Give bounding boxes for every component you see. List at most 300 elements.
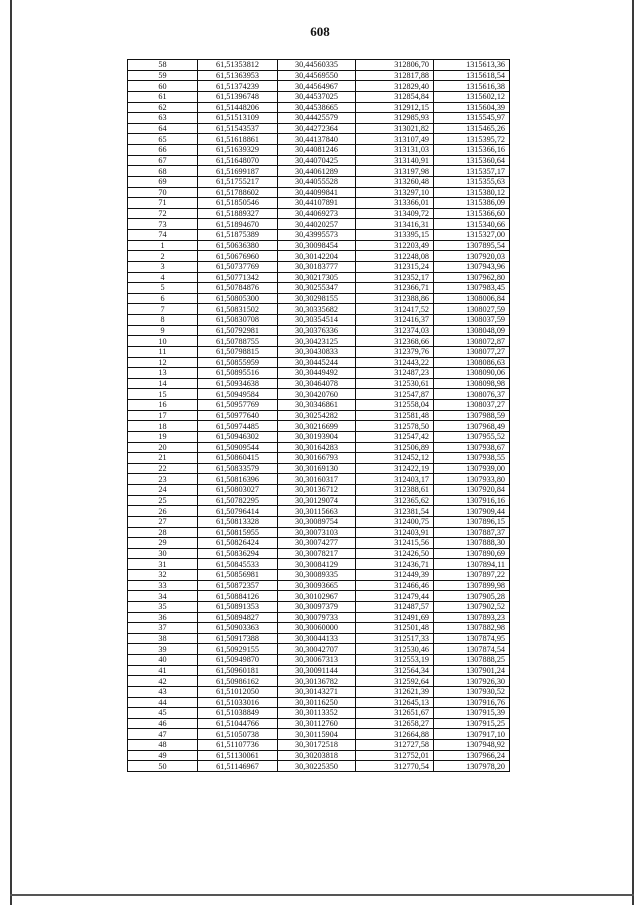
longitude-cell: 30,30420760 xyxy=(278,389,356,400)
point-number-cell: 4 xyxy=(128,272,198,283)
longitude-cell: 30,44070425 xyxy=(278,155,356,166)
longitude-cell: 30,30060000 xyxy=(278,623,356,634)
table-row xyxy=(128,463,510,474)
y-coordinate-cell: 1307896,15 xyxy=(434,516,510,527)
y-coordinate-cell: 1307966,24 xyxy=(434,750,510,761)
latitude-cell: 61,50798815 xyxy=(198,346,278,357)
point-number-cell: 15 xyxy=(128,389,198,400)
latitude-cell: 61,50903363 xyxy=(198,623,278,634)
longitude-cell: 30,30084129 xyxy=(278,559,356,570)
x-coordinate-cell: 312466,46 xyxy=(356,580,434,591)
table-row xyxy=(128,187,510,198)
y-coordinate-cell: 1307962,80 xyxy=(434,272,510,283)
latitude-cell: 61,51130061 xyxy=(198,750,278,761)
table-row xyxy=(128,219,510,230)
point-number-cell: 34 xyxy=(128,591,198,602)
longitude-cell: 30,30164283 xyxy=(278,442,356,453)
x-coordinate-cell: 313260,48 xyxy=(356,176,434,187)
latitude-cell: 61,50929155 xyxy=(198,644,278,655)
y-coordinate-cell: 1307888,30 xyxy=(434,538,510,549)
point-number-cell: 38 xyxy=(128,633,198,644)
y-coordinate-cell: 1315327,00 xyxy=(434,230,510,241)
point-number-cell: 43 xyxy=(128,686,198,697)
x-coordinate-cell: 312727,58 xyxy=(356,740,434,751)
latitude-cell: 61,51875389 xyxy=(198,230,278,241)
x-coordinate-cell: 312388,61 xyxy=(356,485,434,496)
point-number-cell: 10 xyxy=(128,336,198,347)
latitude-cell: 61,51788602 xyxy=(198,187,278,198)
latitude-cell: 61,50792981 xyxy=(198,325,278,336)
y-coordinate-cell: 1315465,26 xyxy=(434,123,510,134)
latitude-cell: 61,51033016 xyxy=(198,697,278,708)
point-number-cell: 44 xyxy=(128,697,198,708)
latitude-cell: 61,51889327 xyxy=(198,208,278,219)
y-coordinate-cell: 1307893,23 xyxy=(434,612,510,623)
longitude-cell: 30,30112760 xyxy=(278,718,356,729)
table-row xyxy=(128,516,510,527)
longitude-cell: 30,30449492 xyxy=(278,368,356,379)
latitude-cell: 61,50805300 xyxy=(198,293,278,304)
latitude-cell: 61,51146967 xyxy=(198,761,278,772)
table-row xyxy=(128,134,510,145)
x-coordinate-cell: 312491,69 xyxy=(356,612,434,623)
table-row xyxy=(128,453,510,464)
longitude-cell: 30,30183777 xyxy=(278,261,356,272)
table-row xyxy=(128,623,510,634)
y-coordinate-cell: 1308048,09 xyxy=(434,325,510,336)
x-coordinate-cell: 312817,88 xyxy=(356,70,434,81)
point-number-cell: 60 xyxy=(128,81,198,92)
x-coordinate-cell: 313140,91 xyxy=(356,155,434,166)
x-coordinate-cell: 312752,01 xyxy=(356,750,434,761)
point-number-cell: 9 xyxy=(128,325,198,336)
longitude-cell: 30,30193904 xyxy=(278,431,356,442)
table-row xyxy=(128,102,510,113)
y-coordinate-cell: 1308037,59 xyxy=(434,315,510,326)
x-coordinate-cell: 312248,08 xyxy=(356,251,434,262)
y-coordinate-cell: 1307916,16 xyxy=(434,495,510,506)
x-coordinate-cell: 312379,76 xyxy=(356,346,434,357)
point-number-cell: 14 xyxy=(128,378,198,389)
y-coordinate-cell: 1307897,22 xyxy=(434,570,510,581)
x-coordinate-cell: 312645,13 xyxy=(356,697,434,708)
point-number-cell: 58 xyxy=(128,60,198,71)
longitude-cell: 30,30166793 xyxy=(278,453,356,464)
y-coordinate-cell: 1308027,59 xyxy=(434,304,510,315)
table-row xyxy=(128,315,510,326)
latitude-cell: 61,50894827 xyxy=(198,612,278,623)
longitude-cell: 30,30142204 xyxy=(278,251,356,262)
longitude-cell: 30,30160317 xyxy=(278,474,356,485)
y-coordinate-cell: 1307902,52 xyxy=(434,601,510,612)
y-coordinate-cell: 1315366,16 xyxy=(434,145,510,156)
longitude-cell: 30,44107891 xyxy=(278,198,356,209)
longitude-cell: 30,30169130 xyxy=(278,463,356,474)
latitude-cell: 61,50816396 xyxy=(198,474,278,485)
table-row xyxy=(128,230,510,241)
y-coordinate-cell: 1307887,37 xyxy=(434,527,510,538)
latitude-cell: 61,51448206 xyxy=(198,102,278,113)
latitude-cell: 61,51396748 xyxy=(198,91,278,102)
table-row xyxy=(128,761,510,772)
table-row xyxy=(128,697,510,708)
table-row xyxy=(128,261,510,272)
y-coordinate-cell: 1307874,95 xyxy=(434,633,510,644)
table-row xyxy=(128,601,510,612)
x-coordinate-cell: 312426,50 xyxy=(356,548,434,559)
x-coordinate-cell: 312374,03 xyxy=(356,325,434,336)
x-coordinate-cell: 312352,17 xyxy=(356,272,434,283)
x-coordinate-cell: 312651,67 xyxy=(356,708,434,719)
x-coordinate-cell: 312403,17 xyxy=(356,474,434,485)
table-row xyxy=(128,527,510,538)
x-coordinate-cell: 312517,33 xyxy=(356,633,434,644)
x-coordinate-cell: 312400,75 xyxy=(356,516,434,527)
latitude-cell: 61,50884126 xyxy=(198,591,278,602)
latitude-cell: 61,51639329 xyxy=(198,145,278,156)
latitude-cell: 61,51618861 xyxy=(198,134,278,145)
longitude-cell: 30,30115663 xyxy=(278,506,356,517)
x-coordinate-cell: 312530,46 xyxy=(356,644,434,655)
x-coordinate-cell: 313021,82 xyxy=(356,123,434,134)
y-coordinate-cell: 1315613,36 xyxy=(434,60,510,71)
longitude-cell: 30,44099841 xyxy=(278,187,356,198)
y-coordinate-cell: 1307939,00 xyxy=(434,463,510,474)
longitude-cell: 30,30298155 xyxy=(278,293,356,304)
table-row xyxy=(128,740,510,751)
y-coordinate-cell: 1307968,49 xyxy=(434,421,510,432)
page-right-edge xyxy=(632,0,634,905)
x-coordinate-cell: 312770,54 xyxy=(356,761,434,772)
y-coordinate-cell: 1308037,27 xyxy=(434,400,510,411)
latitude-cell: 61,50977640 xyxy=(198,410,278,421)
point-number-cell: 17 xyxy=(128,410,198,421)
page-number: 608 xyxy=(310,24,330,39)
x-coordinate-cell: 312443,22 xyxy=(356,357,434,368)
longitude-cell: 30,30091144 xyxy=(278,665,356,676)
latitude-cell: 61,50855959 xyxy=(198,357,278,368)
x-coordinate-cell: 312487,57 xyxy=(356,601,434,612)
y-coordinate-cell: 1315602,12 xyxy=(434,91,510,102)
point-number-cell: 29 xyxy=(128,538,198,549)
y-coordinate-cell: 1307988,59 xyxy=(434,410,510,421)
y-coordinate-cell: 1307983,45 xyxy=(434,283,510,294)
point-number-cell: 20 xyxy=(128,442,198,453)
y-coordinate-cell: 1308077,27 xyxy=(434,346,510,357)
point-number-cell: 12 xyxy=(128,357,198,368)
latitude-cell: 61,50960181 xyxy=(198,665,278,676)
table-row xyxy=(128,591,510,602)
table-row xyxy=(128,495,510,506)
x-coordinate-cell: 313197,98 xyxy=(356,166,434,177)
longitude-cell: 30,30115904 xyxy=(278,729,356,740)
y-coordinate-cell: 1307905,28 xyxy=(434,591,510,602)
table-row xyxy=(128,538,510,549)
longitude-cell: 30,30098454 xyxy=(278,240,356,251)
x-coordinate-cell: 312416,37 xyxy=(356,315,434,326)
latitude-cell: 61,50974485 xyxy=(198,421,278,432)
latitude-cell: 61,50845533 xyxy=(198,559,278,570)
latitude-cell: 61,50860415 xyxy=(198,453,278,464)
x-coordinate-cell: 312449,39 xyxy=(356,570,434,581)
point-number-cell: 5 xyxy=(128,283,198,294)
latitude-cell: 61,50856981 xyxy=(198,570,278,581)
point-number-cell: 42 xyxy=(128,676,198,687)
longitude-cell: 30,30078217 xyxy=(278,548,356,559)
latitude-cell: 61,51755217 xyxy=(198,176,278,187)
point-number-cell: 37 xyxy=(128,623,198,634)
table-row xyxy=(128,357,510,368)
x-coordinate-cell: 312422,19 xyxy=(356,463,434,474)
point-number-cell: 21 xyxy=(128,453,198,464)
page-bottom-edge xyxy=(10,894,634,896)
longitude-cell: 30,44272364 xyxy=(278,123,356,134)
y-coordinate-cell: 1307901,24 xyxy=(434,665,510,676)
x-coordinate-cell: 312547,42 xyxy=(356,431,434,442)
longitude-cell: 30,30044133 xyxy=(278,633,356,644)
latitude-cell: 61,50949870 xyxy=(198,655,278,666)
point-number-cell: 72 xyxy=(128,208,198,219)
table-row xyxy=(128,283,510,294)
y-coordinate-cell: 1307882,98 xyxy=(434,623,510,634)
y-coordinate-cell: 1308072,87 xyxy=(434,336,510,347)
table-row xyxy=(128,708,510,719)
table-row xyxy=(128,251,510,262)
y-coordinate-cell: 1307894,11 xyxy=(434,559,510,570)
y-coordinate-cell: 1307920,03 xyxy=(434,251,510,262)
y-coordinate-cell: 1308086,63 xyxy=(434,357,510,368)
point-number-cell: 65 xyxy=(128,134,198,145)
longitude-cell: 30,30254282 xyxy=(278,410,356,421)
latitude-cell: 61,51699187 xyxy=(198,166,278,177)
longitude-cell: 30,44137840 xyxy=(278,134,356,145)
latitude-cell: 61,50986162 xyxy=(198,676,278,687)
table-row xyxy=(128,665,510,676)
y-coordinate-cell: 1307890,69 xyxy=(434,548,510,559)
longitude-cell: 30,30042707 xyxy=(278,644,356,655)
latitude-cell: 61,50909544 xyxy=(198,442,278,453)
y-coordinate-cell: 1307948,92 xyxy=(434,740,510,751)
latitude-cell: 61,50946302 xyxy=(198,431,278,442)
table-row xyxy=(128,91,510,102)
table-row xyxy=(128,559,510,570)
point-number-cell: 6 xyxy=(128,293,198,304)
y-coordinate-cell: 1315386,09 xyxy=(434,198,510,209)
latitude-cell: 61,50891353 xyxy=(198,601,278,612)
point-number-cell: 70 xyxy=(128,187,198,198)
table-row xyxy=(128,655,510,666)
x-coordinate-cell: 312592,64 xyxy=(356,676,434,687)
y-coordinate-cell: 1307938,67 xyxy=(434,442,510,453)
table-row xyxy=(128,442,510,453)
longitude-cell: 30,44538665 xyxy=(278,102,356,113)
latitude-cell: 61,50934638 xyxy=(198,378,278,389)
table-row xyxy=(128,70,510,81)
point-number-cell: 7 xyxy=(128,304,198,315)
y-coordinate-cell: 1307917,10 xyxy=(434,729,510,740)
table-row xyxy=(128,421,510,432)
x-coordinate-cell: 312403,91 xyxy=(356,527,434,538)
point-number-cell: 23 xyxy=(128,474,198,485)
x-coordinate-cell: 312621,39 xyxy=(356,686,434,697)
latitude-cell: 61,50737769 xyxy=(198,261,278,272)
y-coordinate-cell: 1307930,52 xyxy=(434,686,510,697)
latitude-cell: 61,50676960 xyxy=(198,251,278,262)
latitude-cell: 61,51894670 xyxy=(198,219,278,230)
y-coordinate-cell: 1315618,54 xyxy=(434,70,510,81)
longitude-cell: 30,44061289 xyxy=(278,166,356,177)
latitude-cell: 61,50803027 xyxy=(198,485,278,496)
point-number-cell: 16 xyxy=(128,400,198,411)
x-coordinate-cell: 312564,34 xyxy=(356,665,434,676)
y-coordinate-cell: 1307895,54 xyxy=(434,240,510,251)
point-number-cell: 48 xyxy=(128,740,198,751)
latitude-cell: 61,50957769 xyxy=(198,400,278,411)
y-coordinate-cell: 1307933,80 xyxy=(434,474,510,485)
table-row xyxy=(128,676,510,687)
point-number-cell: 22 xyxy=(128,463,198,474)
point-number-cell: 28 xyxy=(128,527,198,538)
longitude-cell: 30,30255347 xyxy=(278,283,356,294)
table-row xyxy=(128,431,510,442)
y-coordinate-cell: 1307874,54 xyxy=(434,644,510,655)
longitude-cell: 30,30097379 xyxy=(278,601,356,612)
y-coordinate-cell: 1315357,17 xyxy=(434,166,510,177)
table-row xyxy=(128,389,510,400)
x-coordinate-cell: 312388,86 xyxy=(356,293,434,304)
longitude-cell: 30,44569550 xyxy=(278,70,356,81)
longitude-cell: 30,30217305 xyxy=(278,272,356,283)
latitude-cell: 61,51648070 xyxy=(198,155,278,166)
longitude-cell: 30,30073103 xyxy=(278,527,356,538)
table-row xyxy=(128,400,510,411)
coordinates-table xyxy=(127,59,510,772)
latitude-cell: 61,51012050 xyxy=(198,686,278,697)
point-number-cell: 50 xyxy=(128,761,198,772)
point-number-cell: 30 xyxy=(128,548,198,559)
latitude-cell: 61,50830708 xyxy=(198,315,278,326)
coordinates-table-body xyxy=(128,60,510,772)
longitude-cell: 30,30074277 xyxy=(278,538,356,549)
x-coordinate-cell: 312381,54 xyxy=(356,506,434,517)
x-coordinate-cell: 312417,52 xyxy=(356,304,434,315)
latitude-cell: 61,50784876 xyxy=(198,283,278,294)
x-coordinate-cell: 312365,62 xyxy=(356,495,434,506)
x-coordinate-cell: 312452,12 xyxy=(356,453,434,464)
x-coordinate-cell: 312658,27 xyxy=(356,718,434,729)
table-row xyxy=(128,166,510,177)
x-coordinate-cell: 312558,04 xyxy=(356,400,434,411)
table-row xyxy=(128,686,510,697)
longitude-cell: 30,30136712 xyxy=(278,485,356,496)
point-number-cell: 27 xyxy=(128,516,198,527)
longitude-cell: 30,30464078 xyxy=(278,378,356,389)
latitude-cell: 61,51513109 xyxy=(198,113,278,124)
x-coordinate-cell: 312506,89 xyxy=(356,442,434,453)
point-number-cell: 1 xyxy=(128,240,198,251)
table-row xyxy=(128,208,510,219)
point-number-cell: 24 xyxy=(128,485,198,496)
point-number-cell: 69 xyxy=(128,176,198,187)
longitude-cell: 30,44020257 xyxy=(278,219,356,230)
table-row xyxy=(128,346,510,357)
longitude-cell: 30,30376336 xyxy=(278,325,356,336)
table-row xyxy=(128,570,510,581)
y-coordinate-cell: 1315340,66 xyxy=(434,219,510,230)
table-row xyxy=(128,612,510,623)
page-left-edge xyxy=(10,0,12,905)
y-coordinate-cell: 1308006,84 xyxy=(434,293,510,304)
point-number-cell: 3 xyxy=(128,261,198,272)
longitude-cell: 30,30089754 xyxy=(278,516,356,527)
table-row xyxy=(128,293,510,304)
longitude-cell: 30,30113352 xyxy=(278,708,356,719)
point-number-cell: 36 xyxy=(128,612,198,623)
longitude-cell: 30,44564967 xyxy=(278,81,356,92)
point-number-cell: 31 xyxy=(128,559,198,570)
point-number-cell: 45 xyxy=(128,708,198,719)
x-coordinate-cell: 313131,03 xyxy=(356,145,434,156)
point-number-cell: 62 xyxy=(128,102,198,113)
table-row xyxy=(128,633,510,644)
y-coordinate-cell: 1307955,52 xyxy=(434,431,510,442)
table-row xyxy=(128,474,510,485)
y-coordinate-cell: 1315355,63 xyxy=(434,176,510,187)
table-row xyxy=(128,485,510,496)
table-row xyxy=(128,336,510,347)
latitude-cell: 61,51363953 xyxy=(198,70,278,81)
longitude-cell: 30,30423125 xyxy=(278,336,356,347)
latitude-cell: 61,50917388 xyxy=(198,633,278,644)
point-number-cell: 66 xyxy=(128,145,198,156)
longitude-cell: 30,30203818 xyxy=(278,750,356,761)
latitude-cell: 61,51038849 xyxy=(198,708,278,719)
x-coordinate-cell: 313107,49 xyxy=(356,134,434,145)
y-coordinate-cell: 1307916,76 xyxy=(434,697,510,708)
point-number-cell: 71 xyxy=(128,198,198,209)
y-coordinate-cell: 1307915,25 xyxy=(434,718,510,729)
y-coordinate-cell: 1307943,96 xyxy=(434,261,510,272)
y-coordinate-cell: 1315616,38 xyxy=(434,81,510,92)
latitude-cell: 61,50833579 xyxy=(198,463,278,474)
longitude-cell: 30,30136782 xyxy=(278,676,356,687)
longitude-cell: 30,30225350 xyxy=(278,761,356,772)
y-coordinate-cell: 1308076,37 xyxy=(434,389,510,400)
x-coordinate-cell: 312436,71 xyxy=(356,559,434,570)
x-coordinate-cell: 313416,31 xyxy=(356,219,434,230)
point-number-cell: 25 xyxy=(128,495,198,506)
longitude-cell: 30,30445244 xyxy=(278,357,356,368)
x-coordinate-cell: 312985,93 xyxy=(356,113,434,124)
y-coordinate-cell: 1315380,12 xyxy=(434,187,510,198)
x-coordinate-cell: 312854,84 xyxy=(356,91,434,102)
table-row xyxy=(128,145,510,156)
table-row xyxy=(128,750,510,761)
point-number-cell: 41 xyxy=(128,665,198,676)
table-row xyxy=(128,325,510,336)
latitude-cell: 61,51543537 xyxy=(198,123,278,134)
y-coordinate-cell: 1307926,30 xyxy=(434,676,510,687)
y-coordinate-cell: 1307920,84 xyxy=(434,485,510,496)
longitude-cell: 30,30430833 xyxy=(278,346,356,357)
point-number-cell: 61 xyxy=(128,91,198,102)
latitude-cell: 61,50949584 xyxy=(198,389,278,400)
latitude-cell: 61,50813328 xyxy=(198,516,278,527)
longitude-cell: 30,30129074 xyxy=(278,495,356,506)
point-number-cell: 47 xyxy=(128,729,198,740)
y-coordinate-cell: 1307909,44 xyxy=(434,506,510,517)
table-row xyxy=(128,113,510,124)
